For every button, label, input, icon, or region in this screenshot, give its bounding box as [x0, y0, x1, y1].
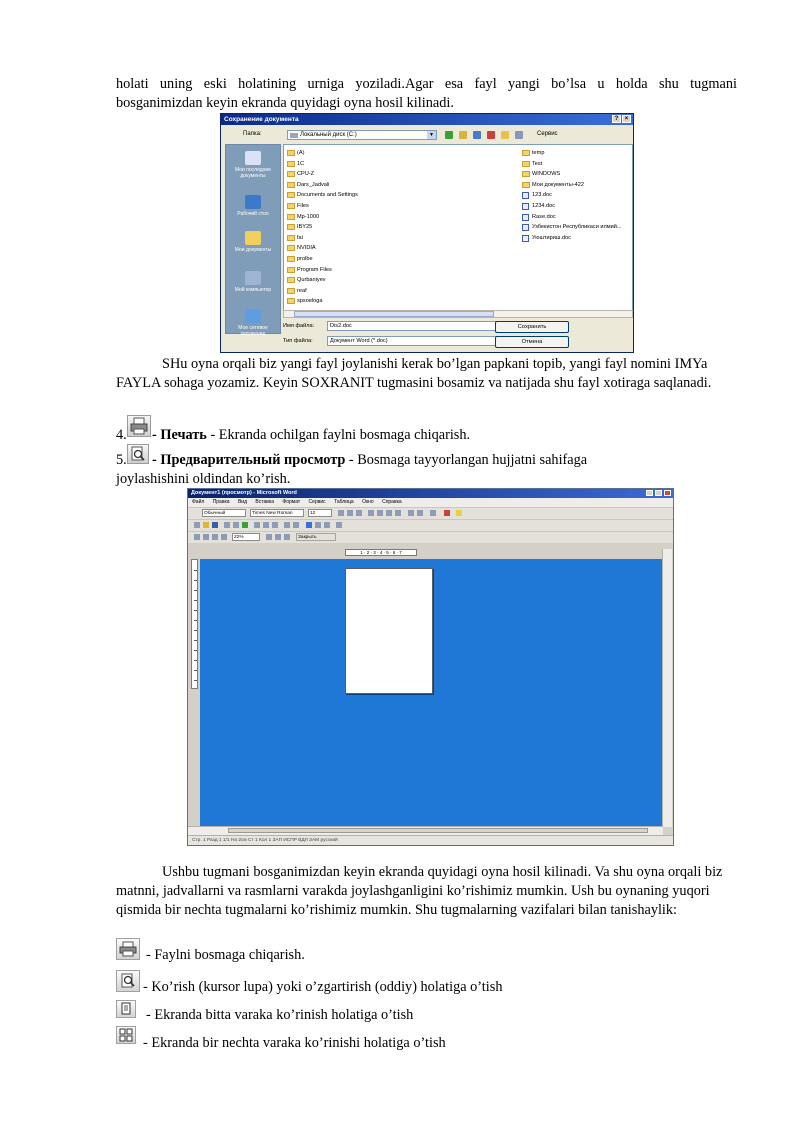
full-screen-icon[interactable]: [284, 534, 290, 540]
save-dialog-title: Сохранение документа: [224, 116, 299, 123]
button-2-description: - Ko’rish (kursor lupa) yoki o’zgartirish (oddiy) holatiga o’tish: [143, 979, 503, 995]
place-my-computer[interactable]: [226, 271, 280, 293]
file-name: prolbe: [297, 255, 313, 262]
print-button-icon: [116, 938, 140, 960]
list-item[interactable]: [287, 233, 358, 244]
file-list-scrollbar[interactable]: [283, 310, 633, 318]
menu-file[interactable]: Файл: [192, 499, 205, 505]
menu-table[interactable]: Таблица: [334, 499, 354, 505]
justify-icon[interactable]: [395, 510, 401, 516]
new-folder-icon[interactable]: [501, 131, 509, 139]
file-name: Test: [532, 160, 543, 167]
new-document-icon[interactable]: [194, 522, 200, 528]
vertical-scrollbar[interactable]: [662, 549, 672, 827]
folder-icon: [287, 267, 295, 273]
folder-icon: [522, 182, 530, 188]
folder-icon: [287, 224, 295, 230]
place-network[interactable]: [226, 309, 280, 337]
file-name: 1234.doc: [532, 202, 556, 209]
place-desktop[interactable]: [226, 195, 280, 217]
folder-label: Папка:: [243, 131, 262, 137]
filename-label: Имя файла:: [283, 323, 315, 329]
shrink-to-fit-icon[interactable]: [275, 534, 281, 540]
save-icon[interactable]: [212, 522, 218, 528]
file-name: Documents and Settings: [297, 192, 358, 199]
menu-edit[interactable]: Правка: [212, 499, 230, 505]
folder-icon: [287, 277, 295, 283]
file-name: Мои документы-422: [532, 181, 584, 188]
word-document-icon: [522, 235, 529, 242]
file-column-2: [522, 148, 622, 243]
file-name: Узбекистон Республикаси илмий...: [532, 224, 622, 231]
file-name: Dars_Jadvali: [297, 181, 330, 188]
file-name: Program Files: [297, 266, 332, 273]
place-label: Мои документы: [234, 247, 272, 253]
folder-icon: [522, 150, 530, 156]
paste-icon[interactable]: [272, 522, 278, 528]
close-icon[interactable]: ×: [622, 115, 631, 123]
menu-help[interactable]: Справка: [382, 499, 402, 505]
font-select[interactable]: Times New Roman: [250, 509, 304, 517]
filename-value: Dis2.doc: [330, 323, 352, 329]
file-name: temp: [532, 150, 545, 156]
align-center-icon[interactable]: [377, 510, 383, 516]
places-bar: [225, 144, 281, 337]
list-item[interactable]: [287, 254, 358, 265]
folder-icon: [287, 298, 295, 304]
button-3-description: - Ekranda bitta varaka ko’rinish holatiga o’tish: [146, 1007, 414, 1023]
highlight-icon[interactable]: [456, 510, 462, 516]
item-4-number: 4.: [116, 427, 127, 443]
folder-icon: [287, 214, 295, 220]
file-name: Rase.doc: [532, 213, 556, 220]
list-item[interactable]: [522, 148, 622, 159]
my-computer-icon: [245, 271, 261, 285]
views-icon[interactable]: [515, 131, 523, 139]
show-hide-icon[interactable]: [336, 522, 342, 528]
open-icon[interactable]: [203, 522, 209, 528]
standard-toolbar: [188, 519, 673, 531]
close-preview-button[interactable]: Закрыть: [296, 533, 336, 541]
folder-icon: [287, 182, 295, 188]
align-left-icon[interactable]: [368, 510, 374, 516]
horizontal-scrollbar[interactable]: [188, 826, 663, 835]
printer-icon: [127, 415, 151, 437]
horizontal-ruler[interactable]: 1 · 2 · 3 · 4 · 5 · 6 · 7: [345, 549, 417, 556]
item-5-description: - Bosmaga tayyorlangan hujjatni sahifaga: [345, 452, 588, 468]
list-item[interactable]: [522, 159, 622, 170]
folder-icon: [522, 161, 530, 167]
multiple-pages-button-icon: [116, 1026, 136, 1044]
underline-icon[interactable]: [356, 510, 362, 516]
preview-toolbar: [188, 531, 673, 543]
copy-icon[interactable]: [263, 522, 269, 528]
file-name: spsoeloga: [297, 298, 323, 305]
list-item[interactable]: [522, 222, 622, 233]
font-size-select[interactable]: 12: [308, 509, 332, 517]
place-label: Мои последние документы: [234, 167, 271, 179]
drive-icon: [290, 133, 298, 138]
recent-documents-icon: [245, 151, 261, 165]
folder-select[interactable]: [287, 130, 437, 140]
filename-row: [283, 321, 633, 333]
help-icon[interactable]: ?: [612, 115, 621, 123]
save-dialog-folder-row: [225, 129, 629, 141]
formatting-toolbar: [188, 507, 673, 519]
status-bar: Стр. 1 Разд 1 1/1 На 2см Ст 1 Кол 1 ЗАП ИСПР ВДЛ ЗАМ русский: [188, 835, 673, 845]
hyperlink-icon[interactable]: [306, 522, 312, 528]
indent-icon[interactable]: [430, 510, 436, 516]
word-document-icon: [522, 203, 529, 210]
button-1-description: - Faylni bosmaga chiqarish.: [146, 947, 305, 963]
folder-icon: [287, 288, 295, 294]
spelling-icon[interactable]: [242, 522, 248, 528]
list-item[interactable]: [287, 265, 358, 276]
file-name: reaf: [297, 287, 307, 294]
filetype-select[interactable]: [327, 336, 513, 346]
vertical-ruler[interactable]: [191, 559, 198, 689]
filename-input[interactable]: [327, 321, 513, 331]
menu-tools[interactable]: Сервис: [308, 499, 326, 505]
list-item[interactable]: [287, 180, 358, 191]
word-menubar: [188, 498, 673, 507]
list-item[interactable]: [287, 286, 358, 297]
word-document-icon: [522, 214, 529, 221]
bold-icon[interactable]: [338, 510, 344, 516]
list-item[interactable]: [287, 159, 358, 170]
list-item[interactable]: [522, 233, 622, 244]
menu-insert[interactable]: Вставка: [255, 499, 274, 505]
file-name: fai: [297, 234, 303, 241]
folder-icon: [287, 256, 295, 262]
file-name: IBY25: [297, 224, 313, 231]
view-ruler-icon[interactable]: [266, 534, 272, 540]
file-name: NVIDIA: [297, 245, 316, 252]
folder-icon: [287, 192, 295, 198]
list-item[interactable]: [287, 148, 358, 159]
file-name: 123.doc: [532, 192, 552, 199]
list-item[interactable]: [522, 169, 622, 180]
numbering-icon[interactable]: [408, 510, 414, 516]
list-item[interactable]: [287, 296, 358, 307]
list-item[interactable]: [287, 275, 358, 286]
filetype-value: Документ Word (*.doc): [330, 338, 388, 344]
list-item[interactable]: [522, 190, 622, 201]
close-icon[interactable]: [664, 490, 671, 496]
font-color-icon[interactable]: [444, 510, 450, 516]
word-title: Документ1 (просмотр) - Microsoft Word: [191, 490, 297, 496]
redo-icon[interactable]: [293, 522, 299, 528]
place-label: Рабочий стол: [237, 211, 269, 217]
file-name: Mp-1000: [297, 213, 320, 220]
print-icon[interactable]: [194, 534, 200, 540]
undo-icon[interactable]: [284, 522, 290, 528]
list-item[interactable]: [287, 169, 358, 180]
filetype-row: [283, 336, 633, 348]
file-name: Files: [297, 202, 309, 209]
zoom-select[interactable]: 22%: [232, 533, 260, 541]
file-name: CPU-Z: [297, 171, 315, 178]
item-5-term: - Предварительный просмотр: [152, 452, 346, 468]
save-dialog-titlebar: [221, 114, 633, 125]
folder-icon: [287, 203, 295, 209]
align-right-icon[interactable]: [386, 510, 392, 516]
tools-menu[interactable]: Сервис: [537, 131, 558, 137]
item-5-text-line-2: joylashishini oldindan ko’rish.: [116, 471, 291, 487]
scrollbar-thumb[interactable]: [294, 311, 494, 317]
folder-icon: [287, 161, 295, 167]
file-name: (A): [297, 150, 305, 156]
folder-select-value: Локальный диск (C:): [300, 132, 357, 138]
file-list: [283, 144, 633, 312]
paragraph-2: SHu oyna orqali biz yangi fayl joylanishi kerak bo’lgan papkani topib, yangi fayl nomini IMYa FAYLA sohaga yozamiz. Keyin SOXRANIT tugmasini bosamiz va natijada shu fayl xotiraga saqlanadi.: [116, 356, 712, 391]
file-name: Уюштириш.doc: [532, 234, 571, 241]
italic-icon[interactable]: [347, 510, 353, 516]
scrollbar-thumb[interactable]: [228, 828, 648, 833]
preview-page[interactable]: [345, 568, 433, 694]
word-preview-screenshot: [187, 488, 674, 846]
menu-view[interactable]: Вид: [237, 499, 248, 505]
menu-window[interactable]: Окно: [362, 499, 374, 505]
list-item[interactable]: [287, 212, 358, 223]
magnifier-button-icon: [116, 970, 140, 992]
cancel-button[interactable]: Отмена: [495, 336, 569, 348]
list-item[interactable]: [287, 222, 358, 233]
table-icon[interactable]: [315, 522, 321, 528]
item-5-number: 5.: [116, 452, 127, 468]
place-my-documents[interactable]: [226, 231, 280, 253]
filetype-label: Тип файла:: [283, 338, 313, 344]
up-folder-icon[interactable]: [459, 131, 467, 139]
place-label: Мое сетевое окружение: [238, 325, 268, 337]
word-document-icon: [522, 192, 529, 199]
maximize-icon[interactable]: [655, 490, 662, 496]
file-name: WINDOWS: [532, 171, 561, 178]
desktop-icon: [245, 195, 261, 209]
button-4-description: - Ekranda bir nechta varaka ko’rinishi holatiga o’tish: [143, 1035, 446, 1051]
word-titlebar: [188, 489, 673, 498]
item-4-text: [152, 426, 470, 445]
place-label: Мой компьютер: [234, 287, 272, 293]
one-page-button-icon: [116, 1000, 136, 1018]
network-icon: [245, 309, 261, 323]
magnifier-icon[interactable]: [203, 534, 209, 540]
list-item[interactable]: [287, 190, 358, 201]
save-button[interactable]: Сохранить: [495, 321, 569, 333]
item-4-description: - Ekranda ochilgan faylni bosmaga chiqarish.: [206, 427, 471, 443]
chevron-down-icon[interactable]: ▼: [427, 131, 436, 139]
item-5-text: [152, 451, 587, 470]
list-item[interactable]: [522, 201, 622, 212]
print-icon[interactable]: [224, 522, 230, 528]
minimize-icon[interactable]: [646, 490, 653, 496]
folder-icon: [287, 235, 295, 241]
word-document-icon: [522, 224, 529, 231]
file-column-1: [287, 148, 358, 307]
print-preview-icon[interactable]: [233, 522, 239, 528]
file-name: 1C: [297, 160, 305, 167]
one-page-icon[interactable]: [212, 534, 218, 540]
back-icon[interactable]: [445, 131, 453, 139]
style-select[interactable]: Обычный: [202, 509, 246, 517]
item-4-term: - Печать: [152, 427, 207, 443]
file-name: Qurbaniyev: [297, 277, 326, 284]
cut-icon[interactable]: [254, 522, 260, 528]
print-preview-icon: [127, 444, 149, 464]
list-item[interactable]: [287, 201, 358, 212]
bullets-icon[interactable]: [417, 510, 423, 516]
delete-icon[interactable]: [487, 131, 495, 139]
search-web-icon[interactable]: [473, 131, 481, 139]
save-dialog-screenshot: [220, 113, 634, 353]
paragraph-3: Ushbu tugmani bosganimizdan keyin ekranda quyidagi oyna hosil kilinadi. Va shu oyna orqali biz matnni, jadvallarni va rasmlarni varakda joylashganligini ko’rishimiz mumkin. Ush bu oynaning yuqori qismida bir nechta tugmalarni ko’rishimiz mumkin. Shu tugmalarning vazifalari bilan tanishaylik:: [116, 864, 723, 918]
place-recent[interactable]: [226, 151, 280, 179]
columns-icon[interactable]: [324, 522, 330, 528]
list-item[interactable]: [522, 212, 622, 223]
list-item[interactable]: [522, 180, 622, 191]
menu-format[interactable]: Формат: [282, 499, 301, 505]
folder-icon: [287, 150, 295, 156]
paragraph-1-line-1: holati uning eski holatining urniga yoziladi.Agar esa fayl yangi bo’lsa u holda shu tugmani: [116, 76, 737, 92]
list-item[interactable]: [287, 243, 358, 254]
multiple-pages-icon[interactable]: [221, 534, 227, 540]
folder-icon: [287, 171, 295, 177]
folder-icon: [287, 245, 295, 251]
my-documents-icon: [245, 231, 261, 245]
paragraph-1-line-2: bosganimizdan keyin ekranda quyidagi oyna hosil kilinadi.: [116, 95, 454, 111]
folder-icon: [522, 171, 530, 177]
